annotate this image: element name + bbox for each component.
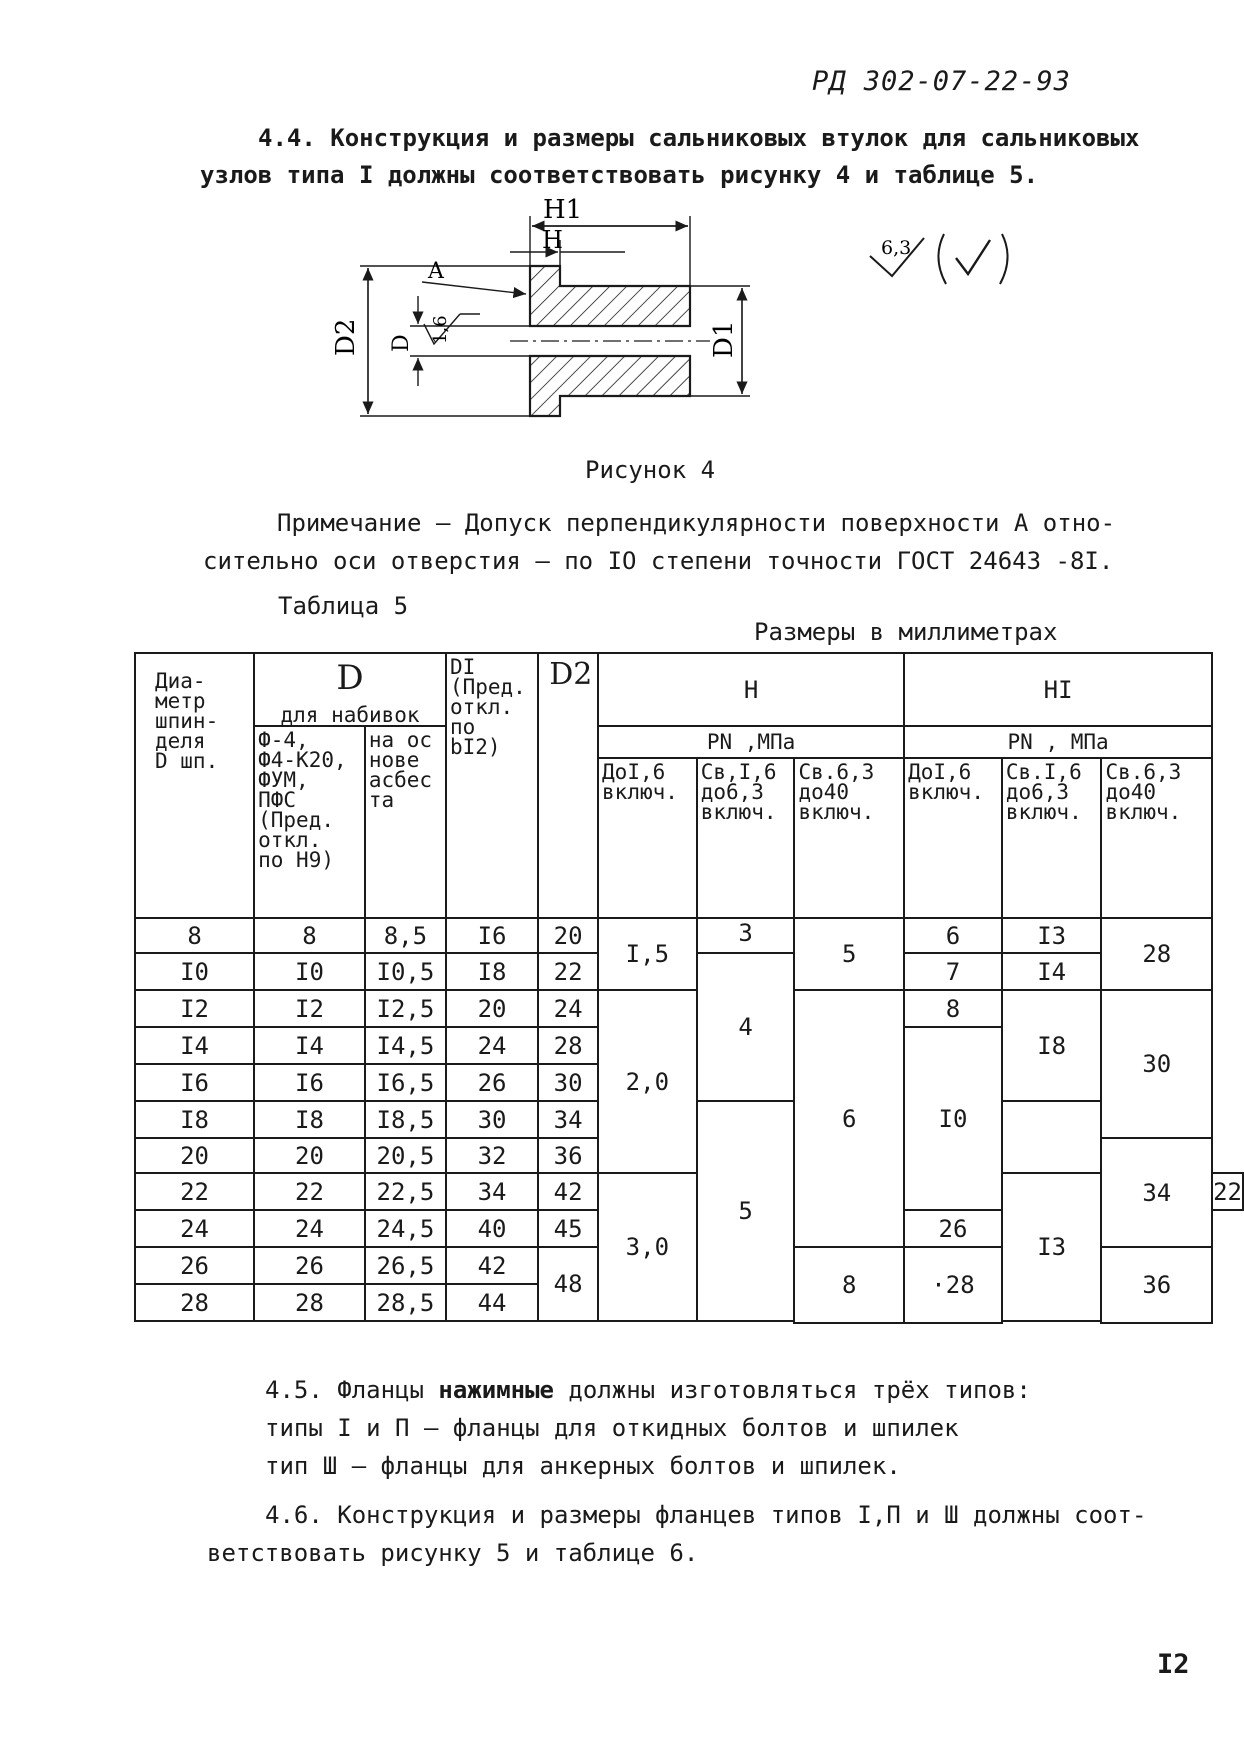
cell: 26,5	[365, 1247, 446, 1284]
cell: 26	[446, 1064, 538, 1101]
bushing-drawing	[331, 195, 780, 446]
cell: 22	[1212, 1173, 1243, 1210]
roughness-value: 6,3	[881, 237, 912, 259]
cell: 32	[446, 1138, 538, 1173]
cell: I2	[135, 990, 254, 1027]
cell: 24	[254, 1210, 365, 1247]
cell: I0	[254, 953, 365, 990]
cell: 48	[538, 1247, 598, 1321]
cell: 22,5	[365, 1173, 446, 1210]
paragraph-4-5	[265, 1371, 1031, 1485]
paragraph-line: 4.5. Фланцы нажимные должны изготовляться трёх типов:	[265, 1376, 1031, 1404]
paragraph-line: типы I и П – фланцы для откидных болтов и шпилек	[265, 1414, 959, 1442]
paragraph-line: 4.4. Конструкция и размеры сальниковых втулок для сальниковых	[258, 124, 1140, 152]
cell: I8	[135, 1101, 254, 1138]
cell: 28	[135, 1284, 254, 1321]
cell: 4	[697, 953, 795, 1101]
cell: 36	[538, 1138, 598, 1173]
header-spindle: Диа- метр шпин- деля D шп.	[135, 653, 254, 918]
cell: I8	[254, 1101, 365, 1138]
cell: 20,5	[365, 1138, 446, 1173]
cell: 20	[446, 990, 538, 1027]
cell: 45	[538, 1210, 598, 1247]
document-code: РД 302-07-22-93	[812, 66, 1071, 97]
table-caption: Таблица 5	[278, 592, 409, 620]
cell: 8	[254, 918, 365, 953]
cell: I2	[254, 990, 365, 1027]
paragraph-line: узлов типа I должны соответствовать рисунку 4 и таблице 5.	[200, 161, 1039, 189]
paragraph-line: ветствовать рисунку 5 и таблице 6.	[207, 1539, 699, 1567]
header-d2: D2	[538, 653, 598, 918]
paragraph-line: тип Ш – фланцы для анкерных болтов и шпилек.	[265, 1452, 901, 1480]
cell: I6	[135, 1064, 254, 1101]
cell: 20	[135, 1138, 254, 1173]
note-line: сительно оси отверстия – по IO степени точности ГОСТ 24643 -8I.	[203, 547, 1114, 575]
cell: I3	[1002, 1173, 1102, 1321]
cell: 26	[135, 1247, 254, 1284]
label-a: A	[428, 259, 444, 284]
cell: 28	[254, 1284, 365, 1321]
cell: I8	[446, 953, 538, 990]
cell: I6	[254, 1064, 365, 1101]
cell: I6,5	[365, 1064, 446, 1101]
cell: I8,5	[365, 1101, 446, 1138]
header-h1: HI	[904, 653, 1212, 726]
cell: 44	[446, 1284, 538, 1321]
cell: I4	[254, 1027, 365, 1064]
cell: 3,0	[598, 1173, 697, 1321]
label-h: H	[542, 226, 563, 254]
table-units: Размеры в миллиметрах	[754, 618, 1058, 646]
table-row	[135, 990, 1243, 1027]
header-pn-range: Св.I,6 до6,3 включ.	[1002, 758, 1102, 918]
cell: 8	[904, 990, 1002, 1027]
cell: 22	[538, 953, 598, 990]
cell: 30	[446, 1101, 538, 1138]
cell: I,5	[598, 918, 697, 990]
label-d1: D1	[709, 320, 739, 358]
cell: 20	[538, 918, 598, 953]
cell: 24,5	[365, 1210, 446, 1247]
cell: 8	[794, 1247, 904, 1323]
cell: I0	[135, 953, 254, 990]
cell: 2,0	[598, 990, 697, 1173]
header-h: H	[598, 653, 904, 726]
cell: 3	[697, 918, 795, 953]
cell: 22	[135, 1173, 254, 1210]
table-row	[135, 1173, 1243, 1210]
cell: I0,5	[365, 953, 446, 990]
roughness-symbol	[868, 224, 1018, 294]
cell: 6	[794, 990, 904, 1247]
cell: 34	[446, 1173, 538, 1210]
note-line: Примечание – Допуск перпендикулярности поверхности А отно-	[277, 509, 1116, 537]
header-d-ptfe: Ф-4, Ф4-К20, ФУМ, ПФС (Пред. откл. по H9)	[254, 726, 365, 918]
header-pn-range: ДоI,6 включ.	[598, 758, 697, 918]
cell: I4,5	[365, 1027, 446, 1064]
cell: 34	[538, 1101, 598, 1138]
header-d: D	[254, 653, 446, 705]
cell: 30	[1101, 990, 1212, 1138]
cell: I8	[1002, 990, 1102, 1101]
header-pn-range: ДoI,6 включ.	[904, 758, 1002, 918]
header-pn-h: PN ,МПа	[598, 726, 904, 758]
header-pn-range: Св.6,3 до40 включ.	[794, 758, 904, 918]
cell: I4	[1002, 953, 1102, 990]
cell: 34	[1101, 1138, 1212, 1247]
cell: 26	[904, 1210, 1002, 1247]
cell: I2,5	[365, 990, 446, 1027]
page-number: I2	[1157, 1649, 1190, 1680]
cell: 28,5	[365, 1284, 446, 1321]
header-d-sub: для набивок	[254, 705, 446, 726]
cell: 8	[135, 918, 254, 953]
cell: 8,5	[365, 918, 446, 953]
header-pn-range: Св.6,3 до40 включ.	[1101, 758, 1212, 918]
cell: 42	[538, 1173, 598, 1210]
cell: 24	[446, 1027, 538, 1064]
cell: 6	[904, 918, 1002, 953]
cell	[1002, 1101, 1102, 1173]
cell: 28	[538, 1027, 598, 1064]
cell: 5	[697, 1101, 795, 1321]
paragraph-4-4	[200, 120, 1139, 194]
cell: 40	[446, 1210, 538, 1247]
cell: ·28	[904, 1247, 1002, 1323]
header-d-asbestos: на ос нове асбес та	[365, 726, 446, 918]
table-row	[135, 918, 1243, 953]
header-d1: DI (Пред. откл. по bI2)	[446, 653, 538, 918]
cell: I3	[1002, 918, 1102, 953]
cell: 26	[254, 1247, 365, 1284]
cell: 42	[446, 1247, 538, 1284]
cell: 20	[254, 1138, 365, 1173]
cell: 30	[538, 1064, 598, 1101]
label-d: D	[389, 334, 414, 352]
header-pn-h1: PN , МПа	[904, 726, 1212, 758]
cell: 5	[794, 918, 904, 990]
cell: 22	[254, 1173, 365, 1210]
cell: I6	[446, 918, 538, 953]
figure-caption: Рисунок 4	[585, 456, 716, 484]
paragraph-4-6	[207, 1496, 1146, 1572]
cell: 24	[538, 990, 598, 1027]
cell: 36	[1101, 1247, 1212, 1323]
cell: 24	[135, 1210, 254, 1247]
table-5	[134, 652, 1244, 1324]
paragraph-line: 4.6. Конструкция и размеры фланцев типов I,П и Ш должны соот-	[265, 1501, 1147, 1529]
label-h1: H1	[543, 195, 583, 225]
label-d2: D2	[331, 318, 361, 356]
note	[203, 504, 1115, 580]
header-pn-range: Св,I,6 до6,3 включ.	[697, 758, 795, 918]
label-roughness-inner: 1,6	[430, 315, 451, 344]
cell: 28	[1101, 918, 1212, 990]
dimensions-table	[134, 652, 1244, 1324]
cell: 7	[904, 953, 1002, 990]
cell: I0	[904, 1027, 1002, 1210]
cell: I4	[135, 1027, 254, 1064]
